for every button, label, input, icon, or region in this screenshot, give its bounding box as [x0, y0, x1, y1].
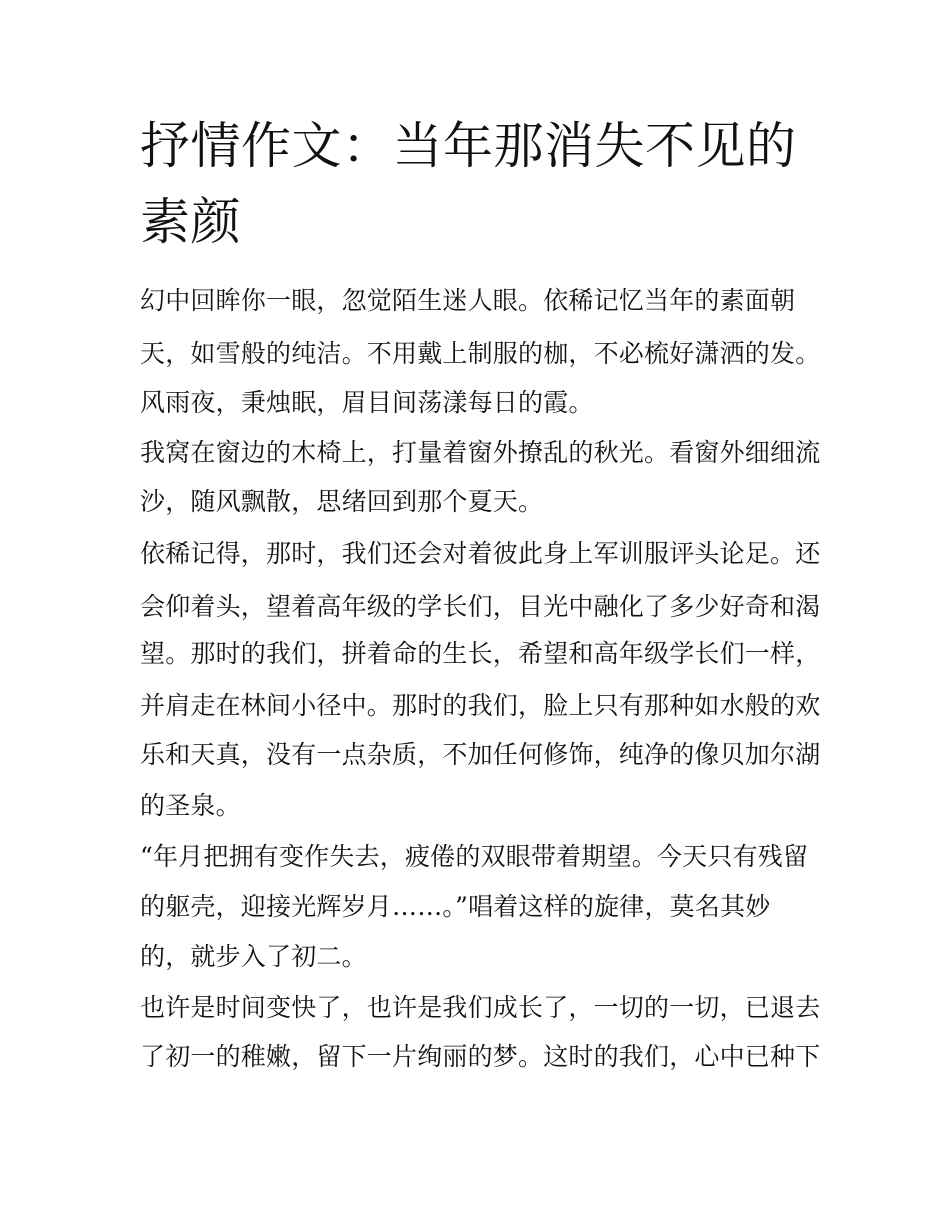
paragraph-line: 望。那时的我们，拼着命的生长，希望和高年级学长们一样，	[140, 639, 821, 668]
paragraph-line: 的躯壳，迎接光辉岁月……。”唱着这样的旋律，莫名其妙	[140, 892, 771, 921]
paragraph-line: 会仰着头，望着高年级的学长们，目光中融化了多少好奇和渴	[140, 592, 821, 621]
paragraph-line: 了初一的稚嫩，留下一片绚丽的梦。这时的我们，心中已种下	[140, 1042, 821, 1071]
paragraph-line: 并肩走在林间小径中。那时的我们，脸上只有那种如水般的欢	[140, 691, 821, 720]
paragraph-line: 天，如雪般的纯洁。不用戴上制服的枷，不必梳好潇洒的发。	[140, 339, 821, 368]
paragraph-line: “年月把拥有变作失去，疲倦的双眼带着期望。今天只有残留	[140, 842, 809, 871]
paragraph-line: 沙，随风飘散，思绪回到那个夏天。	[140, 487, 544, 516]
paragraph-line: 幻中回眸你一眼，忽觉陌生迷人眼。依稀记忆当年的素面朝	[140, 286, 796, 315]
paragraph-line: 依稀记得，那时，我们还会对着彼此身上军训服评头论足。还	[140, 539, 821, 568]
paragraph-line: 也许是时间变快了，也许是我们成长了，一切的一切，已退去	[140, 993, 821, 1022]
paragraph-line: 的，就步入了初二。	[140, 942, 367, 971]
page-title: 抒情作文：当年那消失不见的素颜	[140, 117, 797, 251]
paragraph-line: 风雨夜，秉烛眠，眉目间荡漾每日的霞。	[140, 388, 594, 417]
paragraph-line: 我窝在窗边的木椅上，打量着窗外撩乱的秋光。看窗外细细流	[140, 438, 821, 467]
paragraph-line: 乐和天真，没有一点杂质，不加任何修饰，纯净的像贝加尔湖	[140, 740, 821, 769]
paragraph-line: 的圣泉。	[140, 791, 241, 820]
